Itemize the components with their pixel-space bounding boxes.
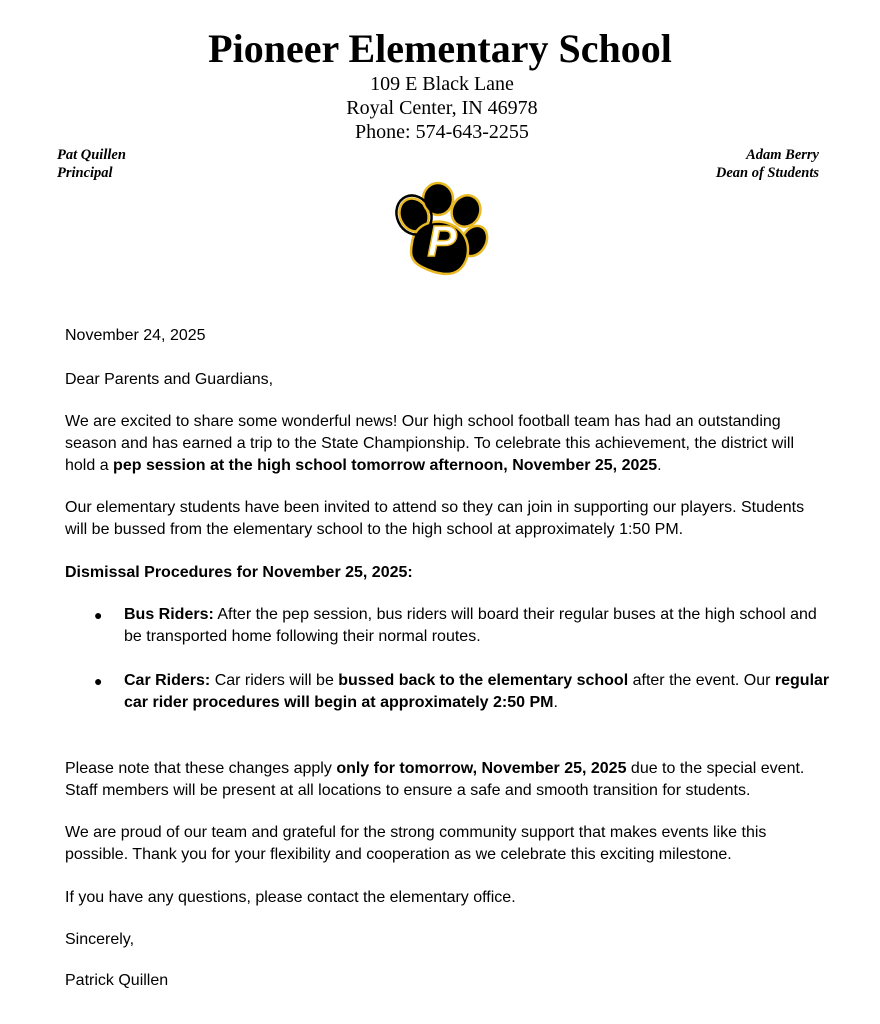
text: Car riders will be xyxy=(210,672,339,689)
logo-letter: P xyxy=(427,217,457,266)
paragraph-contact: If you have any questions, please contact the elementary office. xyxy=(65,889,516,906)
text: Please note that these changes apply xyxy=(65,760,337,777)
closing: Sincerely, xyxy=(65,931,135,948)
principal-name: Pat Quillen xyxy=(57,147,126,163)
principal-block xyxy=(57,146,126,182)
bullet-car-riders xyxy=(124,670,834,714)
dean-name: Adam Berry xyxy=(746,147,819,163)
principal-title: Principal xyxy=(57,165,113,181)
paw-logo-icon xyxy=(392,181,492,281)
salutation: Dear Parents and Guardians, xyxy=(65,371,274,388)
paragraph-note xyxy=(65,758,825,802)
address-line-1: 109 E Black Lane xyxy=(370,73,514,95)
dismissal-heading: Dismissal Procedures for November 25, 2025: xyxy=(65,564,413,581)
dean-title: Dean of Students xyxy=(715,165,819,181)
text: due to the special event. Staff members will be present at all locations to ensure a safe and smooth transition for students. xyxy=(65,760,805,799)
bullet-bus-riders xyxy=(124,604,834,648)
phone: Phone: 574-643-2255 xyxy=(355,121,529,143)
emphasis: pep session at the high school tomorrow afternoon, November 25, 2025 xyxy=(113,457,658,474)
text: . xyxy=(553,694,558,711)
dean-block xyxy=(716,146,819,182)
label: Bus Riders: xyxy=(124,606,214,623)
emphasis: bussed back to the elementary school xyxy=(338,672,629,689)
emphasis: only for tomorrow, November 25, 2025 xyxy=(336,760,627,777)
label: Car Riders: xyxy=(124,672,211,689)
address-line-2: Royal Center, IN 46978 xyxy=(346,97,538,119)
paragraph-thanks: We are proud of our team and grateful for the strong community support that makes events like this possible. Thank you for your flexibility and cooperation as we celebrate this exciting milestone. xyxy=(65,824,767,863)
signature: Patrick Quillen xyxy=(65,972,169,989)
text: We are excited to share some wonderful news! Our high school football team has had an outstanding season and has earned a trip to the State Championship. To celebrate this achievement, the district will hold a xyxy=(65,413,795,474)
paragraph-invitation: Our elementary students have been invited to attend so they can join in supporting our players. Students will be bussed from the elementary school to the high school at approximately 1:50 PM. xyxy=(65,499,805,538)
text: . xyxy=(657,457,662,474)
emphasis: regular car rider procedures will begin at approximately 2:50 PM xyxy=(124,672,830,711)
letter-date: November 24, 2025 xyxy=(65,327,206,344)
text: after the event. Our xyxy=(628,672,775,689)
school-name: Pioneer Elementary School xyxy=(208,26,672,71)
bullet-icon: ● xyxy=(94,607,103,623)
paragraph-announcement xyxy=(65,411,825,477)
bullet-icon: ● xyxy=(94,673,103,689)
text: After the pep session, bus riders will board their regular buses at the high school and be transported home following their normal routes. xyxy=(124,606,817,645)
